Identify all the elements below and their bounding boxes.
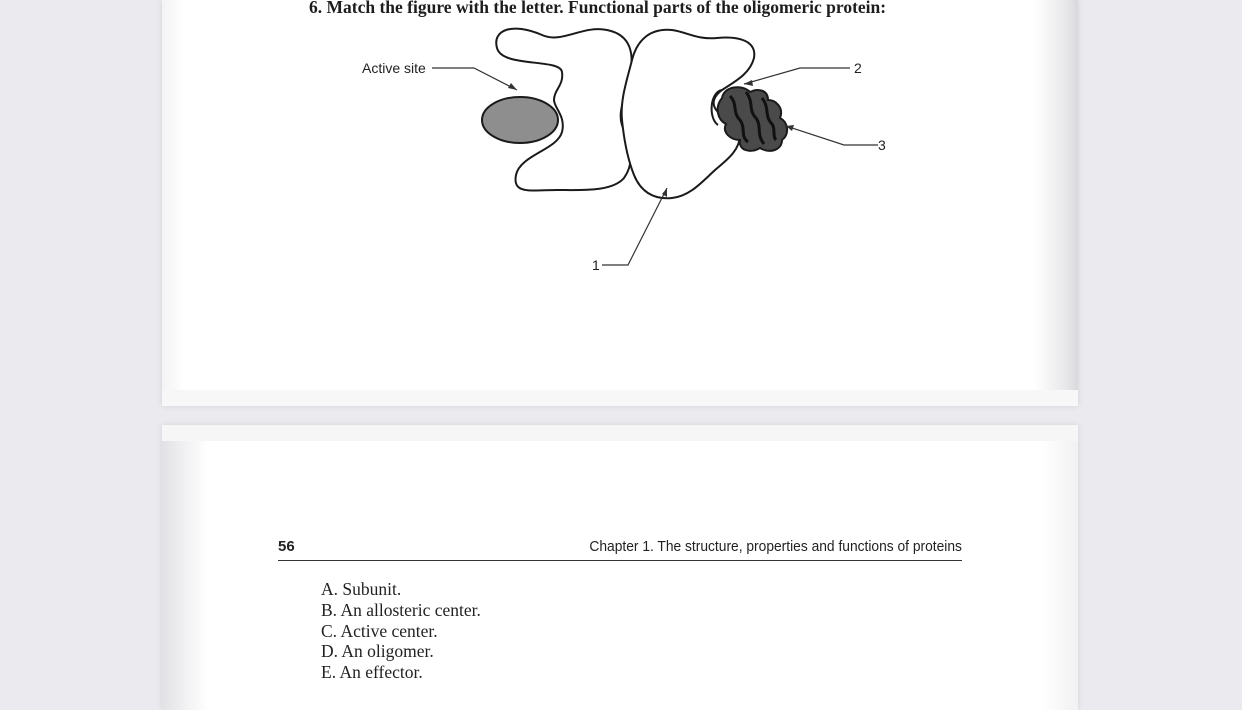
option-a: A. Subunit. [321, 579, 402, 599]
option-c: C. Active center. [321, 620, 438, 641]
label-3: 3 [878, 137, 886, 153]
header-rule [278, 560, 962, 561]
leader-1 [602, 188, 667, 265]
question-title: 6. Match the figure with the letter. Functional parts of the oligomeric protein: [309, 0, 887, 17]
answer-options [321, 579, 481, 683]
leader-3 [786, 126, 878, 145]
label-1: 1 [592, 257, 600, 273]
leader-2 [744, 68, 850, 84]
page-top-edge [162, 425, 1078, 441]
option-e: E. An effector. [321, 662, 423, 683]
option-d: D. An oligomer. [321, 641, 434, 662]
page-2 [162, 425, 1078, 710]
oligomeric-protein-figure [162, 0, 1078, 300]
active-site-label: Active site [362, 60, 426, 76]
page-1 [162, 0, 1078, 406]
option-b: B. An allosteric center. [321, 599, 481, 620]
label-2: 2 [854, 60, 862, 76]
page-bottom-edge [162, 390, 1078, 406]
active-site-arrowhead [508, 83, 517, 90]
substrate-shape [482, 97, 558, 143]
chapter-title: Chapter 1. The structure, properties and functions of proteins [589, 538, 962, 555]
active-site-leader [432, 68, 517, 90]
page-number: 56 [278, 538, 295, 555]
